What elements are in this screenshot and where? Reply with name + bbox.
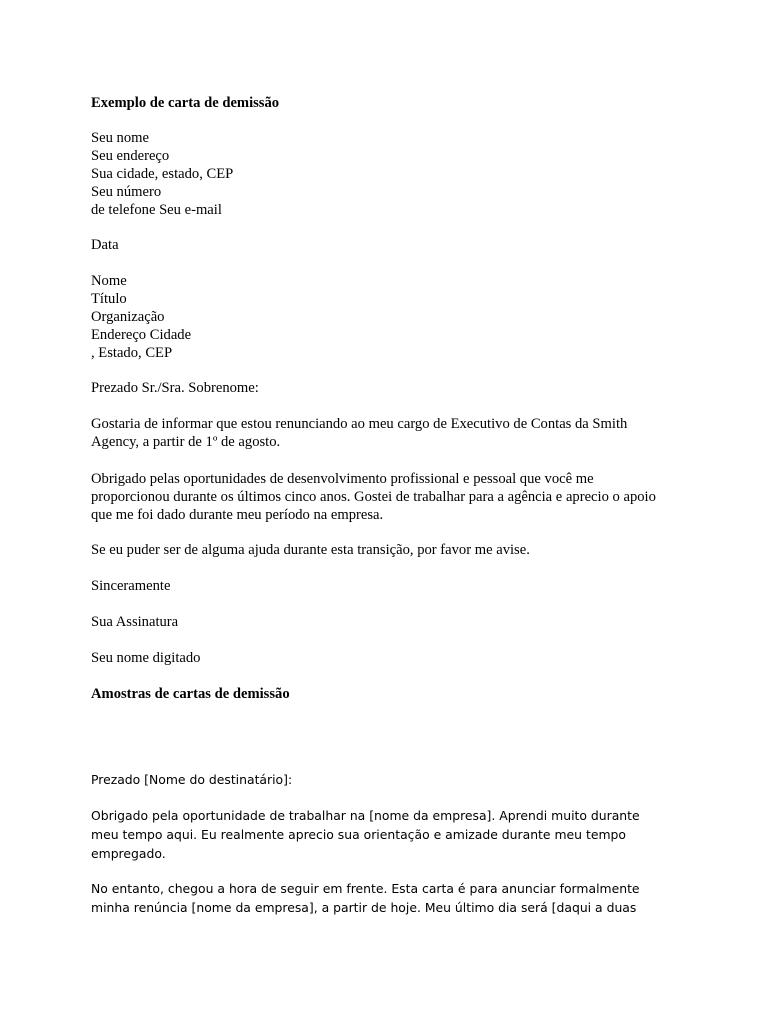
heading-text: Exemplo de carta de demissão bbox=[91, 95, 280, 111]
recipient-block bbox=[91, 272, 691, 362]
signature bbox=[91, 613, 691, 631]
salutation bbox=[91, 379, 691, 397]
paragraph-line: Agency, a partir de 1º de agosto. bbox=[91, 434, 281, 450]
recipient-organization: Organização bbox=[91, 309, 165, 325]
samples-heading bbox=[91, 685, 691, 703]
typed-name bbox=[91, 649, 691, 667]
recipient-name: Nome bbox=[91, 273, 127, 289]
paragraph-line: No entanto, chegou a hora de seguir em frente. Esta carta é para anunciar formalmente bbox=[91, 881, 640, 896]
samples-heading-text: Amostras de cartas de demissão bbox=[91, 686, 290, 702]
sender-block bbox=[91, 129, 691, 219]
sample-paragraph-resignation bbox=[91, 879, 691, 917]
paragraph-line: empregado. bbox=[91, 846, 166, 861]
paragraph-thanks bbox=[91, 470, 691, 524]
signature-text: Sua Assinatura bbox=[91, 614, 179, 630]
paragraph-line: Obrigado pelas oportunidades de desenvolvimento profissional e pessoal que você me bbox=[91, 471, 594, 487]
closing-text: Sinceramente bbox=[91, 578, 171, 594]
paragraph-line: minha renúncia [nome da empresa], a partir de hoje. Meu último dia será [daqui a duas bbox=[91, 900, 637, 915]
sample-salutation bbox=[91, 770, 691, 789]
paragraph-line: Gostaria de informar que estou renunciando ao meu cargo de Executivo de Contas da Smith bbox=[91, 416, 628, 432]
paragraph-line: meu tempo aqui. Eu realmente aprecio sua orientação e amizade durante meu tempo bbox=[91, 827, 626, 842]
sender-city: Sua cidade, estado, CEP bbox=[91, 166, 234, 182]
date-line bbox=[91, 236, 691, 254]
recipient-title: Título bbox=[91, 291, 127, 307]
paragraph-line: Obrigado pela oportunidade de trabalhar na [nome da empresa]. Aprendi muito durante bbox=[91, 808, 640, 823]
sample-paragraph-thanks bbox=[91, 806, 691, 863]
date-text: Data bbox=[91, 237, 119, 253]
recipient-address-city: Endereço Cidade bbox=[91, 327, 192, 343]
letter-example-heading bbox=[91, 94, 691, 112]
sender-name: Seu nome bbox=[91, 130, 149, 146]
salutation-text: Prezado Sr./Sra. Sobrenome: bbox=[91, 380, 259, 396]
sender-address: Seu endereço bbox=[91, 148, 170, 164]
paragraph-line: que me foi dado durante meu período na empresa. bbox=[91, 507, 384, 523]
paragraph-resignation bbox=[91, 415, 691, 451]
sender-number: Seu número bbox=[91, 184, 162, 200]
sender-phone-email: de telefone Seu e-mail bbox=[91, 202, 222, 218]
typed-name-text: Seu nome digitado bbox=[91, 650, 201, 666]
paragraph-line: proporcionou durante os últimos cinco anos. Gostei de trabalhar para a agência e aprecio o apoio bbox=[91, 489, 656, 505]
sample-salutation-text: Prezado [Nome do destinatário]: bbox=[91, 772, 293, 787]
paragraph-help bbox=[91, 541, 691, 559]
paragraph-line: Se eu puder ser de alguma ajuda durante esta transição, por favor me avise. bbox=[91, 542, 530, 558]
closing bbox=[91, 577, 691, 595]
recipient-state-zip: , Estado, CEP bbox=[91, 345, 173, 361]
